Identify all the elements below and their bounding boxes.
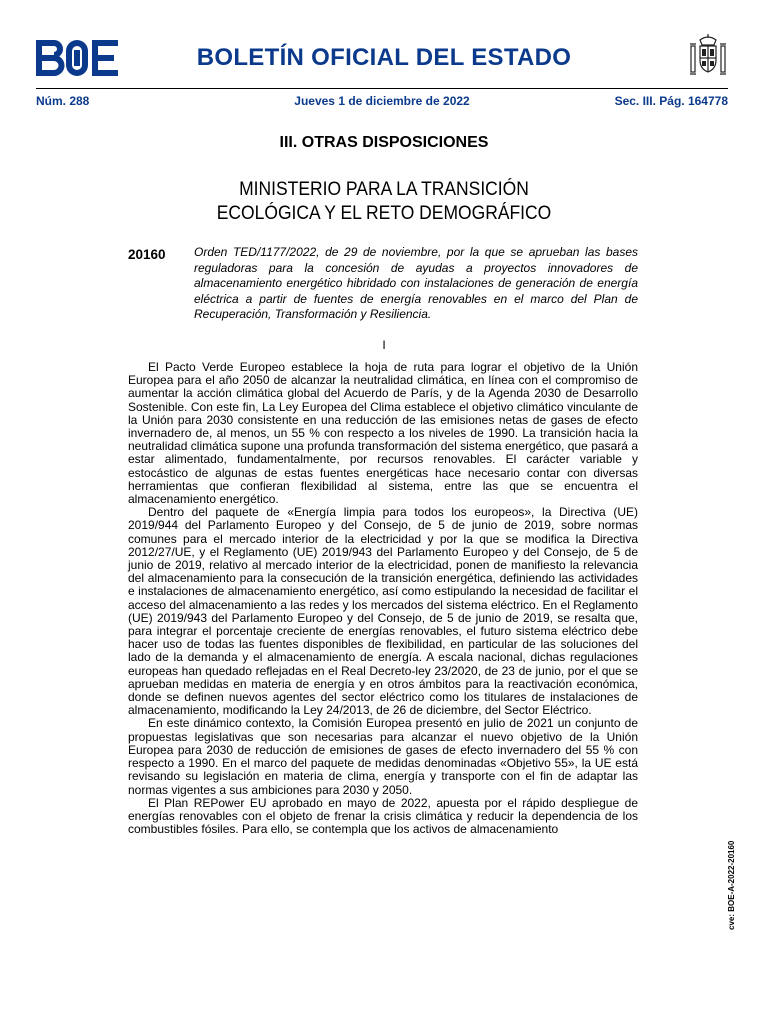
ministry-name	[31, 178, 738, 226]
order-number: 20160	[128, 247, 166, 262]
issue-date: Jueves 1 de diciembre de 2022	[294, 94, 470, 108]
paragraph: El Pacto Verde Europeo establece la hoja de ruta para lograr el objetivo de la Unión Europea para el año 2050 de alcanzar la neutralidad climática, en línea con el compromiso de aumentar la acción climática global del Acuerdo de París, y de la Agenda 2030 de Desarrollo Sostenible. Con este fin, La Ley Europea del Clima establece el objetivo climático vinculante de la Unión para 2030 consistente en una reducción de las emisiones netas de gases de efecto invernadero de, al menos, un 55 % con respecto a los niveles de 1990. La transición hacia la neutralidad climática supone una profunda transformación del sistema energético, que pasará a estar alimentado, fundamentalmente, por recursos renovables. El carácter variable y estocástico de algunas de estas fuentes energéticas hace necesario contar con diversas herramientas que confieran flexibilidad al sistema, entre las que se encuentra el almacenamiento energético.	[128, 360, 638, 507]
paragraph: En este dinámico contexto, la Comisión Europea presentó en julio de 2021 un conjunto de propuestas legislativas que son necesarias para alcanzar el nuevo objetivo de la Unión Europea para 2030 de reducción de emisiones de gases de efecto invernadero del 55 % con respecto a 1990. En el marco del paquete de medidas denominadas «Objetivo 55», la UE está revisando su legislación en materia de clima, energía y transporte con el fin de adaptar las normas vigentes a sus ambiciones para 2030 y 2050.	[128, 716, 638, 797]
body-text	[128, 361, 638, 836]
order-title: Orden TED/1177/2022, de 29 de noviembre, por la que se aprueban las bases reguladoras para la concesión de ayudas a proyectos innovadores de almacenamiento energético hibridado con instalaciones de generación de energía eléctrica a partir de fuentes de energía renovables en el marco del Plan de Recuperación, Transformación y Resiliencia.	[194, 245, 638, 321]
ministry-line-2: ECOLÓGICA Y EL RETO DEMOGRÁFICO	[216, 203, 552, 224]
document-code: cve: BOE-A-2022-20160	[727, 840, 736, 930]
coat-of-arms-icon	[688, 34, 728, 80]
header-rule	[36, 88, 728, 89]
chapter-numeral: I	[382, 338, 386, 352]
paragraph: Dentro del paquete de «Energía limpia para todos los europeos», la Directiva (UE) 2019/944 del Parlamento Europeo y del Consejo, de 5 de junio de 2019, sobre normas comunes para el mercado interior de la electricidad y por la que se modifica la Directiva 2012/27/UE, y el Reglamento (UE) 2019/943 del Parlamento Europeo y del Consejo, de 5 de junio de 2019, relativo al mercado interior de la electricidad, ponen de manifiesto la relevancia del almacenamiento para la consecución de la transición energética, definiendo las actividades e instalaciones de almacenamiento energético, así como estipulando la necesidad de facilitar el acceso del almacenamiento a las redes y los mercados del sistema eléctrico. En el Reglamento (UE) 2019/943 del Parlamento Europeo y del Consejo, de 5 de junio de 2019, se resalta que, para integrar el porcentaje creciente de energías renovables, el futuro sistema eléctrico debe hacer uso de todas las fuentes disponibles de flexibilidad, en particular de las soluciones del lado de la demanda y el almacenamiento de energía. A escala nacional, dichas regulaciones europeas han quedado reflejadas en el Real Decreto-ley 23/2020, de 23 de junio, por el que se aprueban medidas en materia de energía y en otros ámbitos para la reactivación económica, donde se definen nuevos agentes del sector eléctrico como los titulares de instalaciones de almacenamiento, modificando la Ley 24/2013, de 26 de diciembre, del Sector Eléctrico.	[128, 505, 638, 718]
ministry-line-1: MINISTERIO PARA LA TRANSICIÓN	[239, 179, 529, 200]
paragraph: El Plan REPower EU aprobado en mayo de 2022, apuesta por el rápido despliegue de energías renovables con el objeto de frenar la crisis climática y reducir la dependencia de los combustibles fósiles. Para ello, se contempla que los activos de almacenamiento	[128, 795, 638, 837]
section-page: Sec. III. Pág. 164778	[614, 94, 728, 108]
section-title: III. OTRAS DISPOSICIONES	[279, 134, 489, 151]
header-info-row	[36, 94, 728, 110]
masthead-title: BOLETÍN OFICIAL DEL ESTADO	[196, 44, 572, 71]
issue-number: Núm. 288	[36, 94, 90, 108]
